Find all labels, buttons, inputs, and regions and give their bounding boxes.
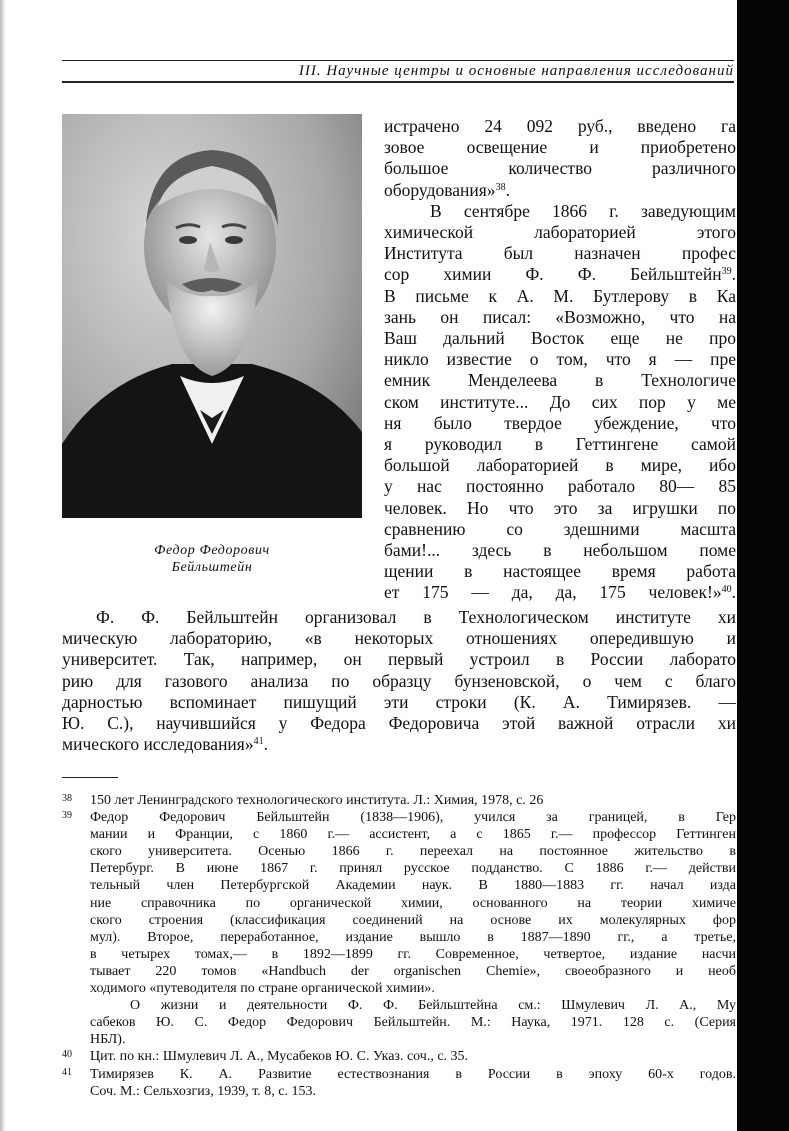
text-line: сравнению со здешними масшта [384, 518, 736, 539]
footnote-number: 38 [62, 793, 72, 804]
full-width-paragraph [62, 607, 736, 755]
footnote-line: Петербург. В июне 1867 г. принял русское подданство. С 1886 г.— действи [90, 861, 736, 877]
footnote-line: сабеков Ю. С. Федор Федорович Бейльштейн. М.: Наука, 1971. 128 с. (Серия [90, 1015, 736, 1031]
footnotes [62, 792, 736, 1100]
text-line: Ваш дальний Восток еще не про [384, 328, 736, 349]
footnote-line: Соч. М.: Сельхозгиз, 1939, т. 8, с. 153. [90, 1083, 316, 1099]
text-line: щении в настоящее время работа [384, 561, 736, 582]
footnote-line: в четырех томах,— в 1892—1899 гг. Современное, четвертое, издание насчи [90, 946, 736, 962]
footnote-line: О жизни и деятельности Ф. Ф. Бейльштейна см.: Шмулевич Л. А., Му [130, 998, 736, 1014]
text-line: В письме к А. М. Бутлерову в Ка [384, 285, 736, 306]
footnote-line: ского университета. Осенью 1866 г. переехал на постоянное жительство в [90, 844, 736, 860]
footnote-ref: 40 [721, 584, 732, 596]
text-line: Ю. С.), научившийся у Федора Федоровича этой важной отрасли хи [62, 713, 736, 734]
footnote-ref: 39 [721, 266, 732, 278]
text-line: я руководил в Геттингене самой [384, 434, 736, 455]
scan-right-edge-strip [737, 0, 789, 1131]
footnote-line: НБЛ). [90, 1032, 126, 1048]
footnote-line: мул). Второе, переработанное, издание вышло в 1887—1890 гг., а третье, [90, 929, 736, 945]
text-line: большое количество различного [384, 158, 736, 179]
footnote-line: тывает 220 томов «Handbuch der organischen Chemie», своеобразного и необ [90, 963, 736, 979]
footnote-39-bibliography [62, 997, 736, 1048]
text-line: истрачено 24 092 руб., введено га [384, 116, 736, 136]
caption-name: Федор Федорович [154, 543, 270, 558]
text-line: оборудования»$^{38}$. [384, 179, 510, 200]
footnote-line: мании и Франции, с 1860 г.— ассистент, а с 1865 г.— профессор Геттинген [90, 827, 736, 843]
text-line: рию для газового анализа по образцу бунзеновской, о чем с благо [62, 670, 736, 691]
text-line: химической лабораторией этого [384, 222, 736, 243]
text-line: ском институте... До сих пор у ме [384, 391, 736, 412]
footnote-ref: 38 [495, 181, 506, 193]
footnote-number: 41 [62, 1066, 72, 1078]
text-line: ня было твердое убеждение, что [384, 412, 736, 433]
text-line: Института был назначен профес [384, 243, 736, 264]
footnote-separator [62, 777, 118, 778]
portrait-photo [62, 114, 362, 518]
text-line: В сентябре 1866 г. заведующим [430, 200, 736, 221]
footnote-number: 39 [62, 810, 72, 822]
footnote-line: Тимирязев К. А. Развитие естествознания в России в эпоху 60-х годов. [90, 1066, 736, 1082]
text-line: дарностью вспоминает пишущий эти строки (К. А. Тимирязев. — [62, 691, 736, 712]
text-line: бами!... здесь в небольшом поме [384, 540, 736, 561]
page-left-edge-shadow [0, 0, 6, 1131]
text-line: сор химии Ф. Ф. Бейльштейн$^{39}$. [384, 264, 736, 285]
footnote-line: Федор Федорович Бейльштейн (1838—1906), учился за границей, в Гер [90, 810, 736, 826]
text-line: зовое освещение и приобретено [384, 137, 736, 158]
text-line: у нас постоянно работало 80— 85 [384, 476, 736, 497]
footnote-39 [62, 809, 736, 997]
text-line: человек. Но что это за игрушки по [384, 497, 736, 518]
text-line: мическую лабораторию, «в некоторых отношениях опередившую и [62, 628, 736, 649]
footnote-line: 150 лет Ленинградского технологического института. Л.: Химия, 1978, с. 26 [90, 793, 544, 808]
footnote-line: тельный член Петербургской Академии наук. В 1880—1883 гг. начал изда [90, 878, 736, 894]
footnote-line: ходимого «путеводителя по стране органической химии». [90, 981, 435, 997]
footnote-line: ние справочника по органической химии, основанного на теории химиче [90, 895, 736, 911]
footnote-38 [62, 792, 736, 809]
text-line: большой лабораторией в мире, ибо [384, 455, 736, 476]
text-line: мического исследования»$^{41}$. [62, 734, 268, 755]
column-paragraphs [384, 116, 736, 604]
running-head: III. Научные центры и основные направления исследований [62, 60, 734, 83]
portrait-caption [62, 542, 362, 576]
text-line: зань он писал: «Возможно, что на [384, 306, 736, 327]
text-line: Ф. Ф. Бейльштейн организовал в Технологическом институте хи [96, 607, 736, 627]
footnote-40 [62, 1048, 736, 1065]
footnote-line: ского строения (классификация соединений на основе их молекулярных фор [90, 912, 736, 928]
text-line: ет 175 — да, да, 175 человек!»$^{40}$. [384, 582, 736, 603]
text-line: емник Менделеева в Технологиче [384, 370, 736, 391]
footnote-41 [62, 1066, 736, 1100]
text-line: никло известие о том, что я — пре [384, 349, 736, 370]
footnote-line: Цит. по кн.: Шмулевич Л. А., Мусабеков Ю. С. Указ. соч., с. 35. [90, 1049, 469, 1065]
caption-surname: Бейльштейн [171, 560, 253, 575]
portrait-illustration [62, 114, 362, 518]
text-line: университет. Так, например, он первый устроил в России лаборато [62, 649, 736, 670]
footnote-ref: 41 [253, 736, 264, 748]
footnote-number: 40 [62, 1049, 72, 1061]
